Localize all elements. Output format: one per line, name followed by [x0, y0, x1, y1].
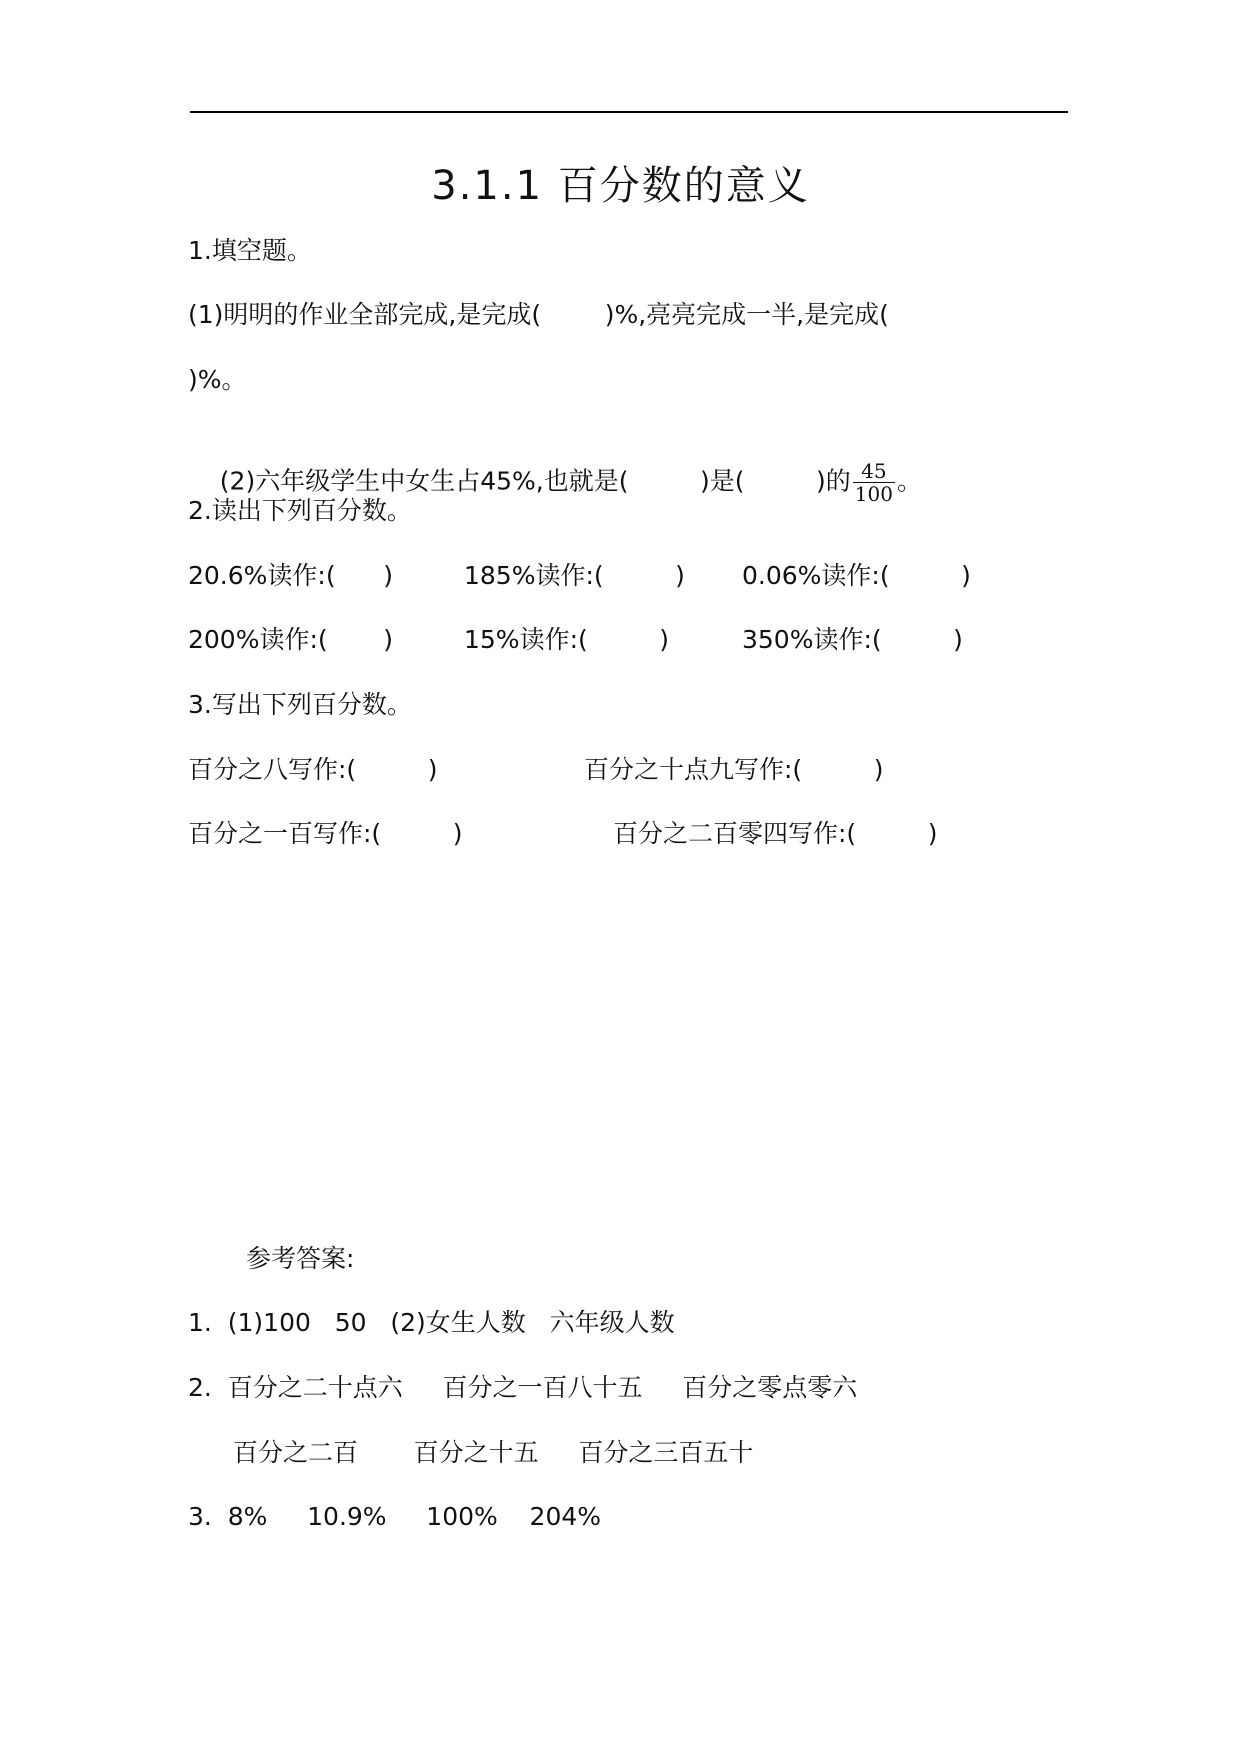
answer-3: 3. 8% 10.9% 100% 204%: [188, 1502, 602, 1531]
header-rule: [190, 111, 1068, 113]
question-3-row-2-b: 百分之二百零四写作:( ): [613, 819, 938, 848]
question-1-item-1-line-1: (1)明明的作业全部完成,是完成( )%,亮亮完成一半,是完成(: [188, 300, 889, 329]
answer-1: 1. (1)100 50 (2)女生人数 六年级人数: [188, 1308, 675, 1337]
question-2-row-1-c: 0.06%读作:( ): [742, 561, 971, 590]
question-1-item-2: [188, 426, 922, 506]
answer-2-line-2: 百分之二百 百分之十五 百分之三百五十: [233, 1438, 754, 1467]
fraction-denominator: 100: [854, 482, 893, 506]
answers-heading: 参考答案:: [246, 1244, 355, 1273]
question-3-row-1-b: 百分之十点九写作:( ): [584, 755, 884, 784]
question-1-item-2-text: (2)六年级学生中女生占45%,也就是( )是( )的: [219, 466, 851, 496]
question-2-row-1-b: 185%读作:( ): [464, 561, 685, 590]
answer-2-line-1: 2. 百分之二十点六 百分之一百八十五 百分之零点零六: [188, 1373, 858, 1402]
question-1-item-2-end: 。: [896, 466, 922, 496]
question-2-heading: 2.读出下列百分数。: [188, 496, 412, 525]
question-2-row-2-b: 15%读作:( ): [464, 625, 670, 654]
question-3-row-2-a: 百分之一百写作:( ): [188, 819, 463, 848]
question-2-row-2-a: 200%读作:( ): [188, 625, 394, 654]
question-2-row-2-c: 350%读作:( ): [742, 625, 963, 654]
question-1-item-1-line-2: )%。: [188, 365, 247, 394]
question-2-row-1-a: 20.6%读作:( ): [188, 561, 394, 590]
question-3-row-1-a: 百分之八写作:( ): [188, 755, 438, 784]
question-3-heading: 3.写出下列百分数。: [188, 690, 412, 719]
page-title: 3.1.1 百分数的意义: [431, 163, 810, 209]
question-1-heading: 1.填空题。: [188, 236, 312, 265]
fraction-numerator: 45: [853, 460, 895, 483]
fraction-45-over-100: [853, 460, 895, 505]
